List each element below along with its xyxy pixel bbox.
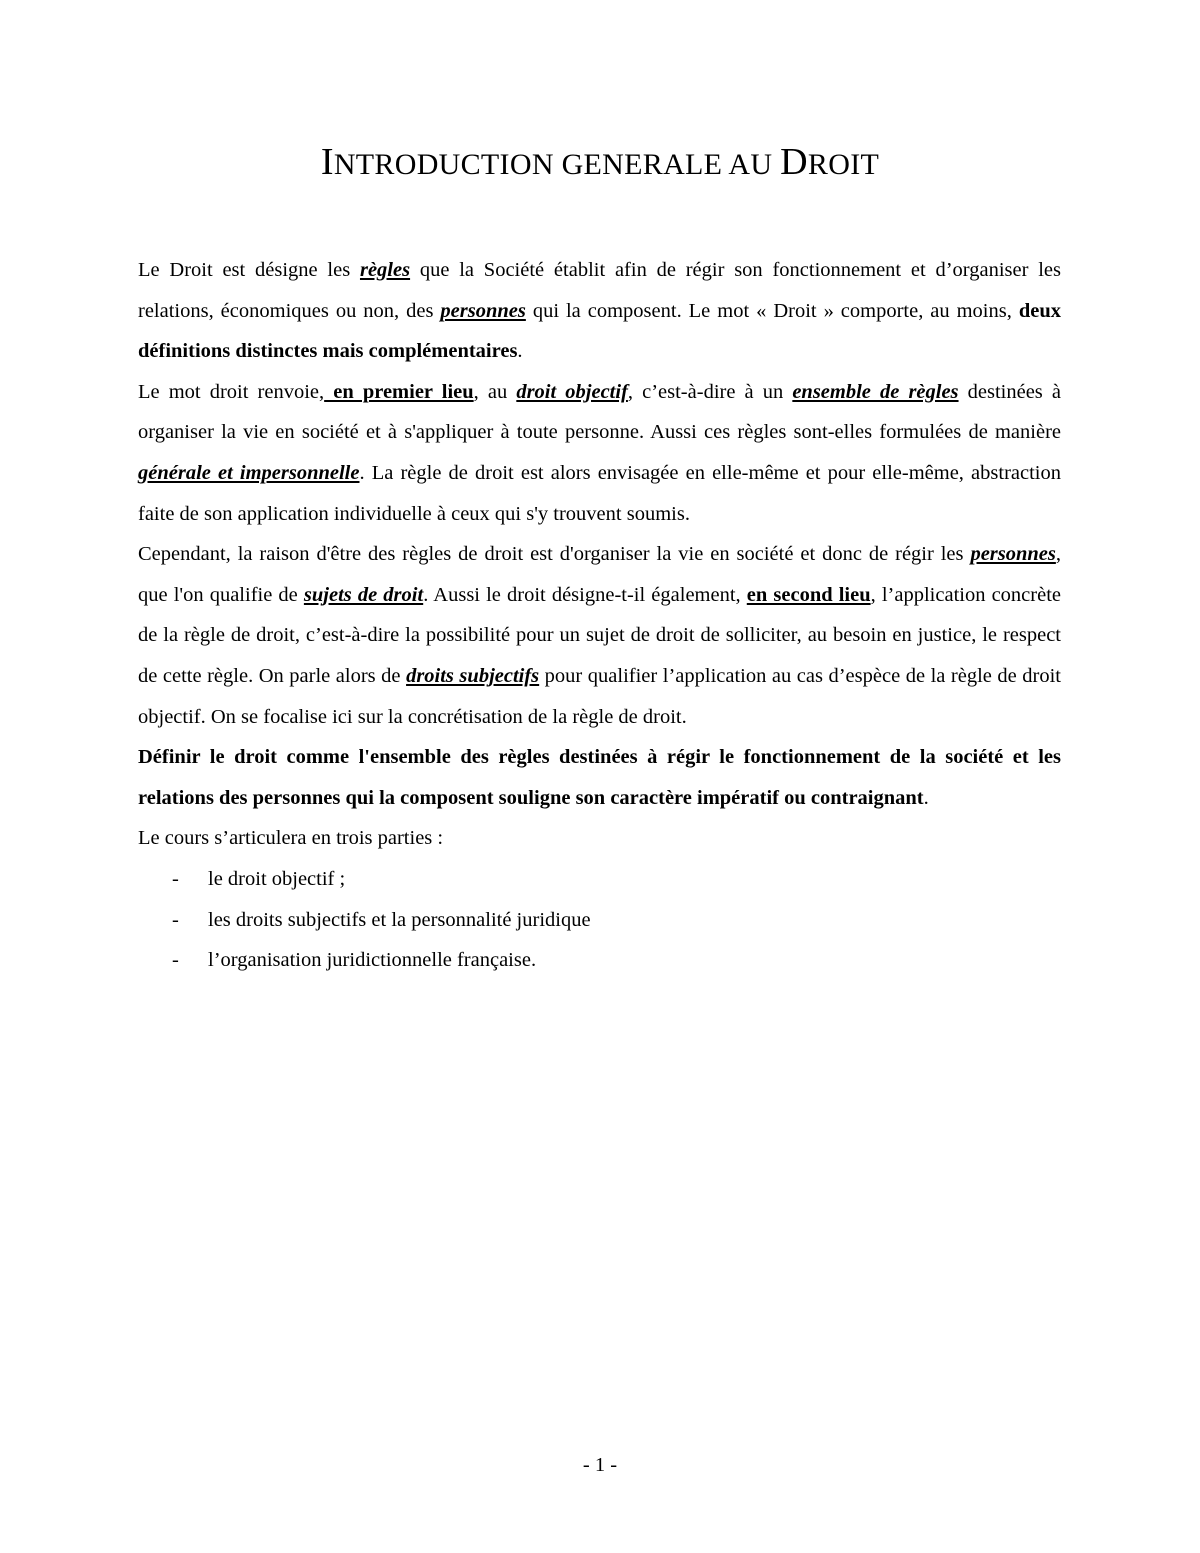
emphasis-personnes: personnes [970,543,1056,566]
underline-premier-lieu: en premier lieu [324,380,474,403]
document-title [0,140,1200,186]
list-dash: - [172,949,179,972]
emphasis-ensemble-de-regles: ensemble de règles [792,380,959,403]
text-run: , c’est-à-dire à un [627,380,793,403]
list-item-text: l’organisation juridictionnelle française. [208,949,537,972]
title-initial-1: I [320,141,334,183]
text-run: Cependant, la raison d'être des règles de droit est d'organiser la vie en société et donc de régir les [138,543,971,566]
emphasis-generale-impersonnelle: générale et impersonnelle [138,461,360,484]
title-part-2: ROIT [807,148,880,181]
emphasis-personnes: personnes [440,299,526,322]
text-run: , l’application concrète de la règle de droit, c’est-à-dire la possibilité pour un sujet de droit de solliciter, au besoin en justice, le respect de cette règle. On parle alors de [138,583,1061,687]
text-run: Le Droit est désigne les [138,259,360,281]
list-item [138,940,1061,981]
text-run: . Aussi le droit désigne-t-il également, [423,583,747,606]
bold-deux-definitions: deux définitions distinctes mais complémentaires [138,299,1061,363]
title-part-1: NTRODUCTION GENERALE AU [333,148,781,181]
text-run: . [923,786,929,809]
emphasis-droits-subjectifs: droits subjectifs [406,664,540,687]
paragraph-droits-subjectifs [138,534,1061,737]
emphasis-sujets-de-droit: sujets de droit [303,583,424,606]
text-run: . La règle de droit est alors envisagée en elle-même et pour elle-même, abstraction faite de son application individuelle à ceux qui s'y trouvent soumis. [138,461,1061,525]
bold-definition-droit: Définir le droit comme l'ensemble des règles destinées à régir le fonctionnement de la société et les relations des personnes qui la composent souligne son caractère impératif ou contraignant [138,746,1061,809]
list-dash: - [172,867,179,890]
list-dash: - [172,908,179,931]
text-run: que la Société établit afin de régir son fonctionnement et d’organiser les relations, économiques ou non, des [138,259,1062,322]
text-run: , que l'on qualifie de [138,543,1061,606]
text-run: Le mot droit renvoie, [138,380,325,403]
text-run: qui la composent. Le mot « Droit » comporte, au moins, [525,299,1019,322]
list-item [138,859,1061,900]
title-initial-2: D [780,141,808,183]
list-item-text: les droits subjectifs et la personnalité juridique [208,908,591,931]
paragraph-plan-du-cours [138,818,1061,859]
underline-second-lieu: en second lieu [746,583,871,606]
list-item-text: le droit objectif ; [208,867,346,890]
document-body [138,250,1061,981]
list-item [138,900,1061,941]
paragraph-definition [138,250,1061,372]
paragraph-caractere-imperatif [138,737,1061,818]
page-number: - 1 - [582,1454,618,1476]
emphasis-regles: règles [359,259,411,281]
text-run: , au [473,380,517,403]
text-run: . [517,340,523,363]
text-run: pour qualifier l’application au cas d’espèce de la règle de droit objectif. On se focalise ici sur la concrétisation de la règle de droit. [138,664,1061,728]
emphasis-droit-objectif: droit objectif [516,380,628,403]
course-parts-list [138,859,1061,981]
text-run: Le cours s’articulera en trois parties : [138,827,444,850]
text-run: destinées à organiser la vie en société et à s'appliquer à toute personne. Aussi ces règles sont-elles formulées de manière [138,380,1061,444]
paragraph-droit-objectif [138,372,1061,534]
